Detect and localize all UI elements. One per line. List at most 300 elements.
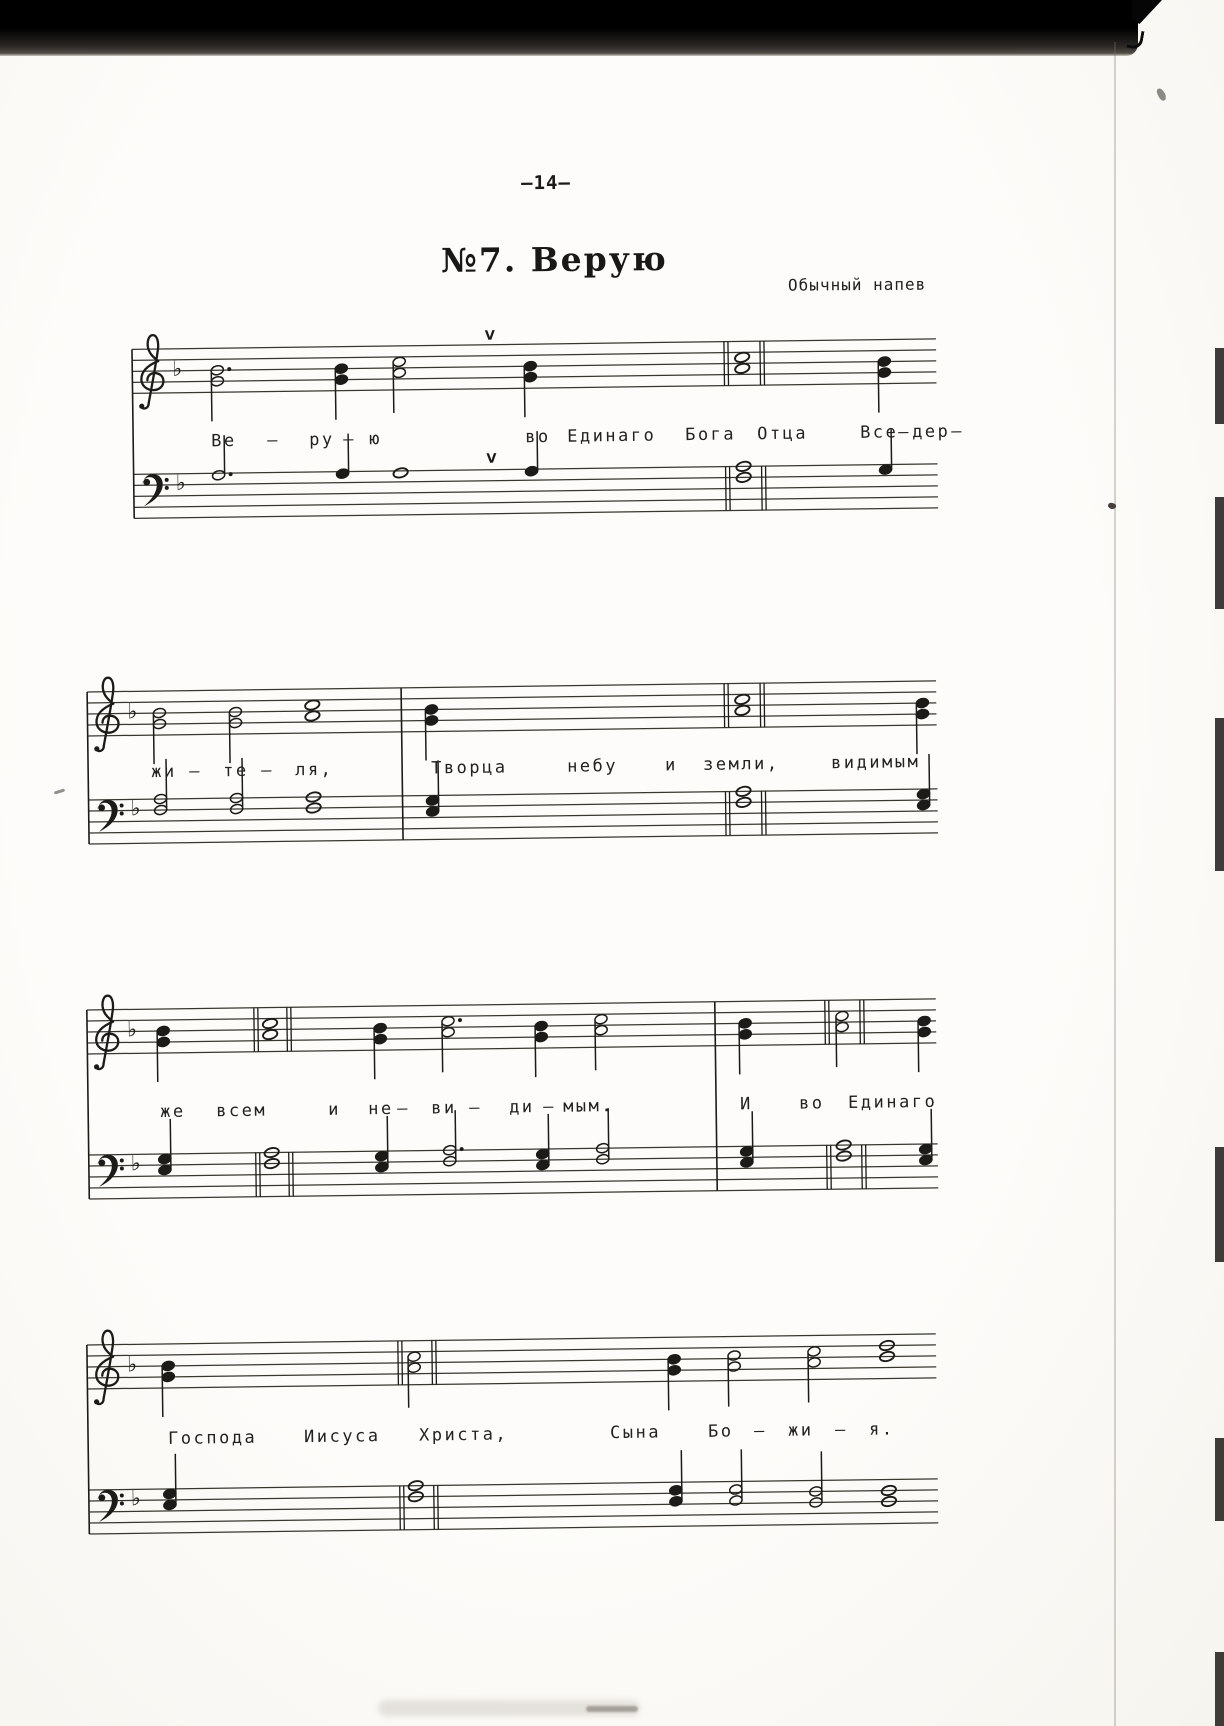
notehead [163,1488,177,1500]
notehead [727,1350,741,1362]
notehead [334,363,348,375]
notehead [424,715,438,727]
note-stem [229,714,230,763]
lyric-syllable: – [469,1097,483,1118]
notehead [877,367,891,379]
bass-clef-icon [143,474,163,506]
notehead [919,1154,933,1166]
flat-sign: ♭ [175,470,186,495]
treble-clef-icon [93,1331,119,1405]
notehead [392,367,406,379]
notehead [835,1010,849,1022]
notehead [407,1362,421,1374]
bass-staff-line [89,789,938,800]
flat-sign: ♭ [130,1486,141,1511]
augmentation-dot [458,1018,462,1022]
note-w [392,467,408,479]
double-barline [289,1152,290,1196]
note-w [305,791,322,814]
breath-mark: V [486,451,497,467]
treble-staff-line [87,1032,936,1043]
next-page-shadow [1215,348,1224,424]
notehead [524,465,538,477]
lyric-syllable: ля, [295,759,334,781]
system-barline [715,1002,717,1191]
note-stem [535,1028,536,1077]
note-stem [595,1021,596,1070]
flat-sign: ♭ [130,1151,141,1176]
double-barline [291,1007,292,1051]
lyric-syllable: жи [787,1420,814,1441]
note-stem [393,364,394,413]
treble-staff-line [88,725,937,736]
note-stem [728,1358,729,1407]
notehead [915,697,929,709]
music-system-4 [84,1313,987,1540]
bass-clef-icon [120,1501,124,1505]
lyric-syllable: Господа [167,1427,258,1449]
treble-staff-line [87,1334,936,1345]
lyric-syllable: те [223,760,249,782]
bass-staff-line [89,1188,938,1199]
flat-sign: ♭ [126,1017,138,1042]
note-dh [441,1015,463,1072]
note-h [807,1346,822,1403]
double-barline [730,467,731,511]
double-barline [827,1145,828,1189]
double-barline [432,1340,433,1384]
notehead [536,1159,550,1171]
double-barline [860,1000,861,1044]
breath-mark: V [484,328,495,344]
scan-top-edge [0,0,1138,56]
notehead [594,1024,608,1036]
notehead [534,1020,548,1032]
bass-staff-line [134,486,938,497]
notehead [523,360,537,372]
notehead [161,1360,175,1372]
notehead [425,795,439,807]
treble-staff-line [88,714,937,725]
treble-staff-line [132,339,936,350]
lyric-syllable: Бо [707,1421,734,1442]
stray-ink-mark [54,788,65,794]
note-q [739,1111,754,1168]
note-stem [524,368,525,417]
note-stem [668,1361,669,1410]
double-barline [726,467,727,511]
notehead [917,1026,931,1038]
next-page-shadow [1215,1652,1224,1726]
double-barline [831,1145,832,1189]
piece-title: №7. Верую [440,239,668,280]
notehead [375,1150,389,1162]
double-barline [728,342,729,386]
lyric-syllable: – [753,1421,767,1442]
note-h [595,1108,610,1165]
note-stem [408,1359,409,1408]
lyric-syllable: ви [431,1098,457,1119]
system-barline [87,692,89,844]
notehead [669,1484,683,1496]
notehead [917,1015,931,1027]
notehead [523,371,537,383]
bass-clef-icon [98,799,124,831]
notehead [392,356,406,368]
note-h [728,1449,743,1506]
bass-staff-line [89,800,938,811]
notehead [392,467,408,479]
double-barline [287,1007,288,1051]
system-barline [87,1345,89,1534]
notehead [877,356,891,368]
bass-clef-icon [98,1154,124,1186]
bottom-scan-dash [586,1706,638,1712]
notehead [669,1495,683,1507]
note-w [735,460,752,483]
note-stem [739,1025,740,1074]
notehead [727,1361,741,1373]
next-page-shadow [1215,497,1224,609]
next-page-shadow [1215,1438,1224,1521]
notehead [161,1371,175,1383]
note-stem [387,1116,388,1165]
lyric-syllable: дер [912,421,951,443]
double-barline [398,1341,399,1385]
note-stem [918,1023,919,1072]
notehead [917,799,931,811]
bass-staff-line [134,497,938,508]
chant-type-label: Обычный напев [787,274,927,295]
notehead [373,1033,387,1045]
treble-staff-line [133,383,937,394]
double-barline [862,1145,863,1189]
bass-clef-icon [98,1489,124,1521]
notehead [734,704,750,716]
notehead [334,374,348,386]
note-stem [741,1449,742,1498]
notehead [534,1031,548,1043]
notehead [158,1153,172,1165]
lyric-syllable: – [343,429,357,450]
double-barline [760,683,761,727]
notehead [835,1021,849,1033]
notehead [158,1164,172,1176]
double-barline [260,1153,261,1197]
lyric-syllable: Бога [685,424,737,446]
note-h [594,1013,609,1070]
notehead [879,464,893,476]
note-h [407,1351,422,1408]
lyric-syllable: небу [566,756,619,777]
double-barline [760,341,761,385]
flat-sign: ♭ [130,796,141,821]
score-system-svg [83,298,986,545]
double-barline [864,1000,865,1044]
notehead [729,1495,743,1507]
lyric-syllable: и [328,1099,342,1120]
music-system-3 [83,973,986,1215]
score-system-svg [84,648,987,860]
double-barline [829,1000,830,1044]
note-w [735,785,752,808]
lyric-syllable: же [160,1101,186,1123]
bass-clef-icon [120,1166,124,1170]
note-q [535,1114,550,1171]
notehead [919,1143,933,1155]
lyric-syllable: – [189,761,203,782]
treble-staff-line [87,1021,936,1032]
double-barline [725,792,726,836]
notehead [536,1148,550,1160]
score-system-svg [84,1313,987,1540]
music-system-1 [83,298,986,545]
note-w [835,1139,852,1162]
next-page-shadow [1215,718,1224,871]
note-stem [821,1451,822,1500]
double-barline [764,683,765,727]
note-stem [836,1018,837,1067]
bass-staff-line [134,475,938,486]
double-barline [438,1485,439,1529]
note-w [881,1484,898,1507]
double-barline [762,466,763,510]
notehead [667,1364,681,1376]
lyric-syllable: И [739,1094,753,1115]
bass-clef-icon [120,1158,124,1162]
note-stem [153,715,154,764]
double-barline [256,1153,257,1197]
lyric-syllable: жи [151,761,177,783]
notehead [594,1013,608,1025]
bass-clef-icon [120,811,124,815]
notehead [156,1036,170,1048]
double-barline [729,792,730,836]
note-stem [442,1023,443,1072]
lyric-syllable: я. [868,1419,895,1440]
notehead [738,1029,752,1041]
double-barline [404,1486,405,1530]
lyric-syllable: мым. [562,1096,615,1117]
double-barline [766,466,767,510]
lyric-syllable: во [525,426,551,448]
bass-clef-icon [165,478,169,482]
notehead [262,1028,278,1040]
note-q [374,1116,389,1173]
treble-staff-line [87,692,936,703]
bass-clef-icon [120,1493,124,1497]
notehead [156,1025,170,1037]
music-system-2 [84,648,987,860]
notehead [916,788,930,800]
double-barline [254,1008,255,1052]
note-stem [878,364,879,413]
notehead [304,710,320,722]
lyric-syllable: – [898,422,912,443]
note-stem [211,372,212,421]
bass-clef-icon [120,803,124,807]
notehead [740,1157,754,1169]
double-barline [724,342,725,386]
treble-staff-line [87,681,936,692]
notehead [407,1351,421,1363]
bass-clef-icon [98,1490,118,1522]
note-stem [175,1454,176,1503]
treble-staff-line [87,1043,936,1054]
double-barline [402,1341,403,1385]
lyric-syllable: – [397,1098,411,1119]
note-stem [374,1030,375,1079]
score-system-svg [83,973,986,1215]
bass-staff-line [89,1155,938,1166]
lyric-syllable: Единаго [847,1091,938,1114]
notehead [441,1026,455,1038]
flat-sign: ♭ [172,356,183,381]
system-barline [132,349,134,518]
notehead [212,469,226,481]
double-barline [258,1008,259,1052]
note-stem [681,1450,682,1499]
next-page-shadow [1215,1147,1224,1262]
notehead [734,351,750,363]
note-stem [929,754,930,803]
lyric-syllable: всем [216,1100,268,1122]
note-stem [170,1119,171,1168]
notehead [373,1022,387,1034]
lyric-syllable: Сына [609,1422,662,1444]
lyric-syllable: и [664,755,679,776]
double-barline [293,1152,294,1196]
note-stem [162,1368,163,1417]
note-q [157,1119,172,1176]
double-barline [764,341,765,385]
lyric-syllable: видимым [830,752,921,774]
notehead [729,1484,743,1496]
double-barline [761,791,762,835]
note-stem [548,1114,549,1163]
lyric-syllable: Христа, [418,1424,509,1446]
notehead [734,362,750,374]
note-stem [916,705,917,754]
bass-clef-icon [98,800,118,832]
flat-sign: ♭ [126,1352,138,1377]
bass-staff-line [89,811,938,822]
lyric-syllable: – [543,1096,557,1118]
treble-clef-icon [93,678,119,752]
double-barline [765,791,766,835]
notehead [426,806,440,818]
treble-clef-icon [93,996,119,1070]
lyric-syllable: ю [369,429,383,450]
treble-staff-line [87,999,936,1010]
double-barline [825,1000,826,1044]
bass-clef-icon [143,474,169,506]
scan-artifact-mark [1156,87,1168,102]
treble-clef-icon [138,335,164,409]
lyric-syllable: – [950,421,965,442]
note-q [162,1454,177,1511]
double-barline [724,684,725,728]
note-stem [157,1033,158,1082]
bass-staff-line [89,1144,938,1155]
lyric-syllable: – [261,760,275,781]
lyric-syllable: Единаго [567,425,657,447]
note-h [392,356,407,413]
double-barline [866,1145,867,1189]
note-stem [335,371,336,420]
scan-top-edge-tail [1132,0,1162,24]
bass-staff-line [89,1177,938,1188]
note-stem [752,1111,753,1160]
treble-staff-line [87,1010,936,1021]
bass-staff-line [134,508,938,519]
bass-staff-line [89,1523,938,1534]
note-q [668,1450,683,1507]
bass-staff-line [89,1166,938,1177]
notehead [441,1015,455,1027]
bass-clef-icon [165,486,169,490]
notehead [734,693,750,705]
system-barline [87,1010,89,1199]
note-stem [425,712,426,761]
note-w [879,1339,896,1362]
notehead [304,699,320,711]
lyric-syllable: Иисуса [303,1426,381,1448]
notehead [667,1353,681,1365]
page-number: –14– [521,171,571,195]
lyric-syllable: не [368,1098,394,1120]
bass-staff-line [89,833,938,844]
scan-artifact-hook [1126,29,1144,50]
notehead [336,468,350,480]
note-w [263,1146,280,1169]
notehead [424,704,438,716]
lyric-syllable: во [798,1093,825,1114]
treble-staff-line [87,703,936,714]
double-barline [728,684,729,728]
lyric-syllable: ди [509,1097,535,1118]
note-dh [442,1110,464,1167]
note-h [835,1010,850,1067]
notehead [375,1161,389,1173]
double-barline [436,1340,437,1384]
note-w [407,1480,424,1503]
page-fold-line [1114,42,1116,1726]
double-barline [400,1486,401,1530]
notehead [163,1499,177,1511]
lyric-syllable: Все [860,422,899,443]
lyric-syllable: Отца [757,423,809,445]
bass-clef-icon [98,1155,118,1187]
notehead [915,708,929,720]
notehead [262,1017,278,1029]
lyric-syllable: – [834,1420,848,1441]
notehead [807,1357,821,1369]
lyric-syllable: Ве [211,431,237,452]
lyric-syllable: Творца [431,757,508,779]
flat-sign: ♭ [127,699,138,724]
note-q [918,1109,933,1166]
notehead [807,1346,821,1358]
double-barline [434,1485,435,1529]
bass-staff-line [89,1479,938,1490]
lyric-syllable: – [267,430,281,451]
lyric-syllable: земли, [702,753,780,775]
treble-staff-line [132,350,936,361]
bass-staff-line [89,1512,938,1523]
system-barline [401,688,403,840]
notehead [740,1146,754,1158]
